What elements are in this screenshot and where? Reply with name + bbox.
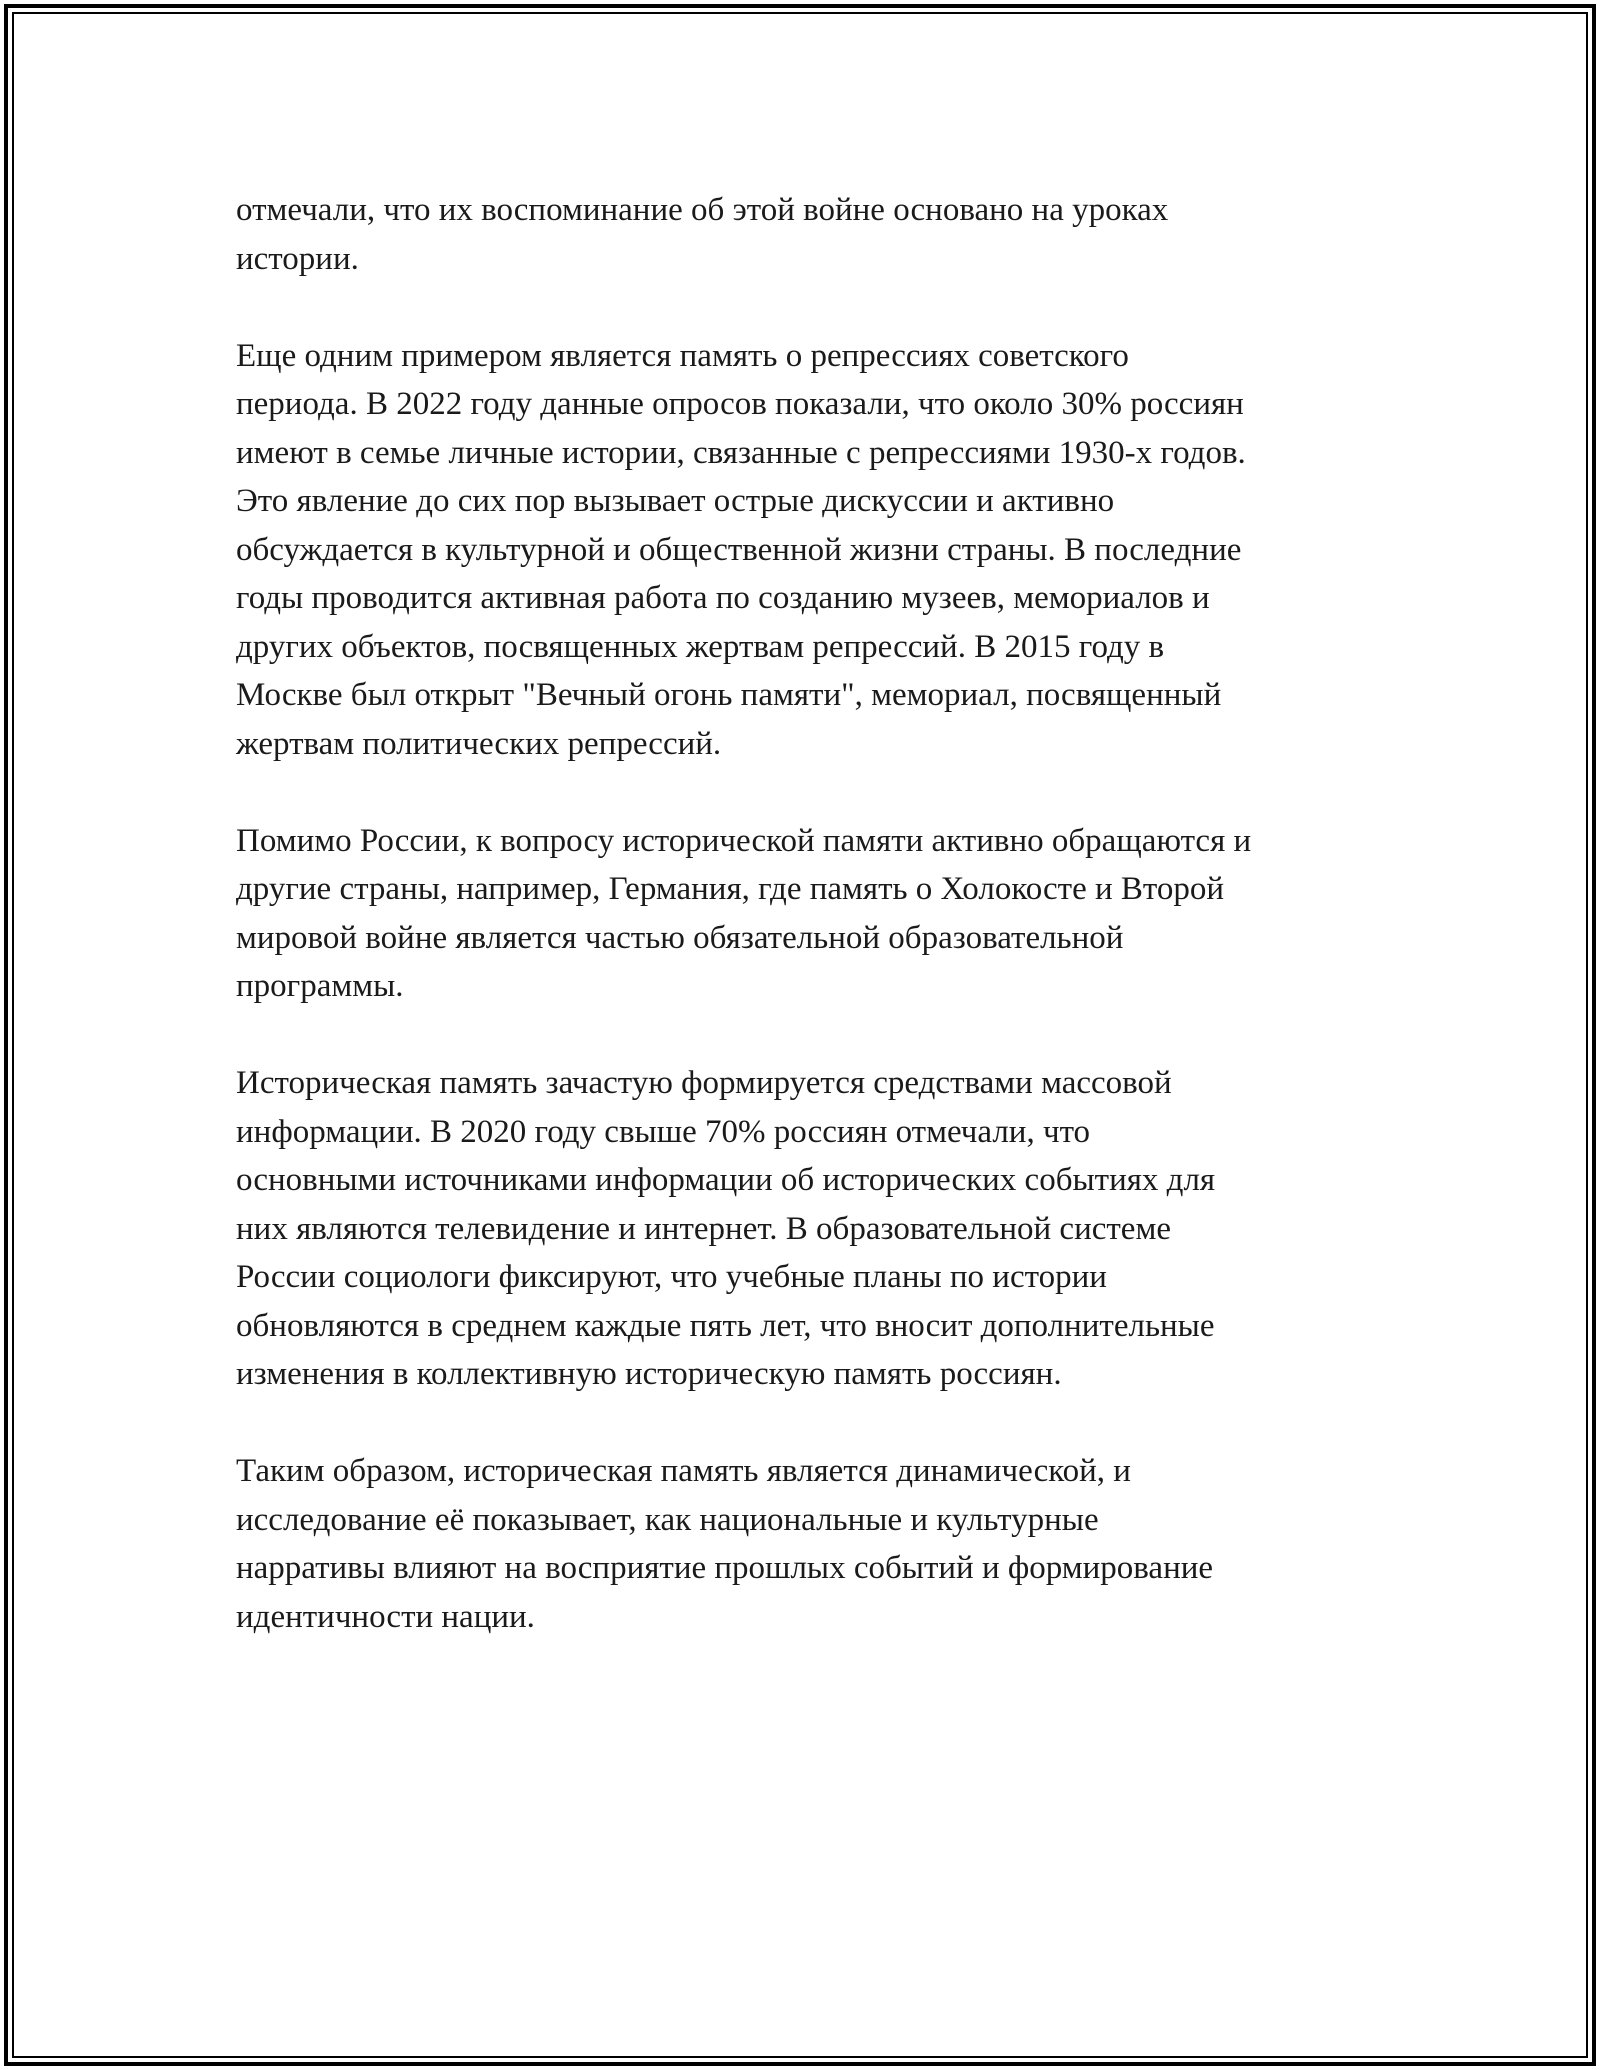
text-line: Историческая память зачастую формируется средствами массовой	[236, 1065, 1172, 1101]
text-line: программы.	[236, 968, 404, 1004]
text-line: Это явление до сих пор вызывает острые дискуссии и активно	[236, 483, 1115, 519]
text-line: годы проводится активная работа по созданию музеев, мемориалов и	[236, 580, 1210, 616]
text-line: Таким образом, историческая память является динамической, и	[236, 1453, 1131, 1489]
text-line: отмечали, что их воспоминание об этой войне основано на уроках	[236, 192, 1169, 228]
text-line: жертвам политических репрессий.	[236, 725, 722, 762]
paragraph-other-countries	[236, 817, 1396, 1011]
text-line: основными источниками информации об исторических событиях для	[236, 1162, 1216, 1198]
text-line: информации. В 2020 году свыше 70% россиян отмечали, что	[236, 1113, 1091, 1150]
text-line: нарративы влияют на восприятие прошлых событий и формирование	[236, 1550, 1214, 1586]
text-line: Москве был открыт "Вечный огонь памяти", мемориал, посвященный	[236, 677, 1222, 713]
text-line: Помимо России, к вопросу исторической памяти активно обращаются и	[236, 822, 1252, 859]
text-line: периода. В 2022 году данные опросов показали, что около 30% россиян	[236, 386, 1244, 422]
text-line: исследование её показывает, как национальные и культурные	[236, 1501, 1099, 1538]
paragraph-mass-media	[236, 1059, 1396, 1399]
text-line: Еще одним примером является память о репрессиях советского	[236, 337, 1129, 374]
text-line: них являются телевидение и интернет. В образовательной системе	[236, 1210, 1171, 1247]
text-line: других объектов, посвященных жертвам репрессий. В 2015 году в	[236, 628, 1165, 665]
text-line: обновляются в среднем каждые пять лет, что вносит дополнительные	[236, 1307, 1215, 1344]
text-line: имеют в семье личные истории, связанные с репрессиями 1930-х годов.	[236, 434, 1246, 471]
text-line: России социологи фиксируют, что учебные планы по истории	[236, 1259, 1107, 1295]
paragraph-soviet-repressions	[236, 332, 1396, 769]
text-line: идентичности нации.	[236, 1598, 535, 1635]
paragraph-conclusion	[236, 1447, 1396, 1641]
text-line: другие страны, например, Германия, где память о Холокосте и Второй	[236, 871, 1225, 907]
document-body	[236, 186, 1396, 1690]
text-line: обсуждается в культурной и общественной жизни страны. В последние	[236, 531, 1242, 568]
text-line: мировой войне является частью обязательной образовательной	[236, 919, 1124, 956]
text-line: изменения в коллективную историческую память россиян.	[236, 1356, 1062, 1392]
text-line: истории.	[236, 240, 359, 277]
paragraph-war-memory-ending	[236, 186, 1396, 283]
